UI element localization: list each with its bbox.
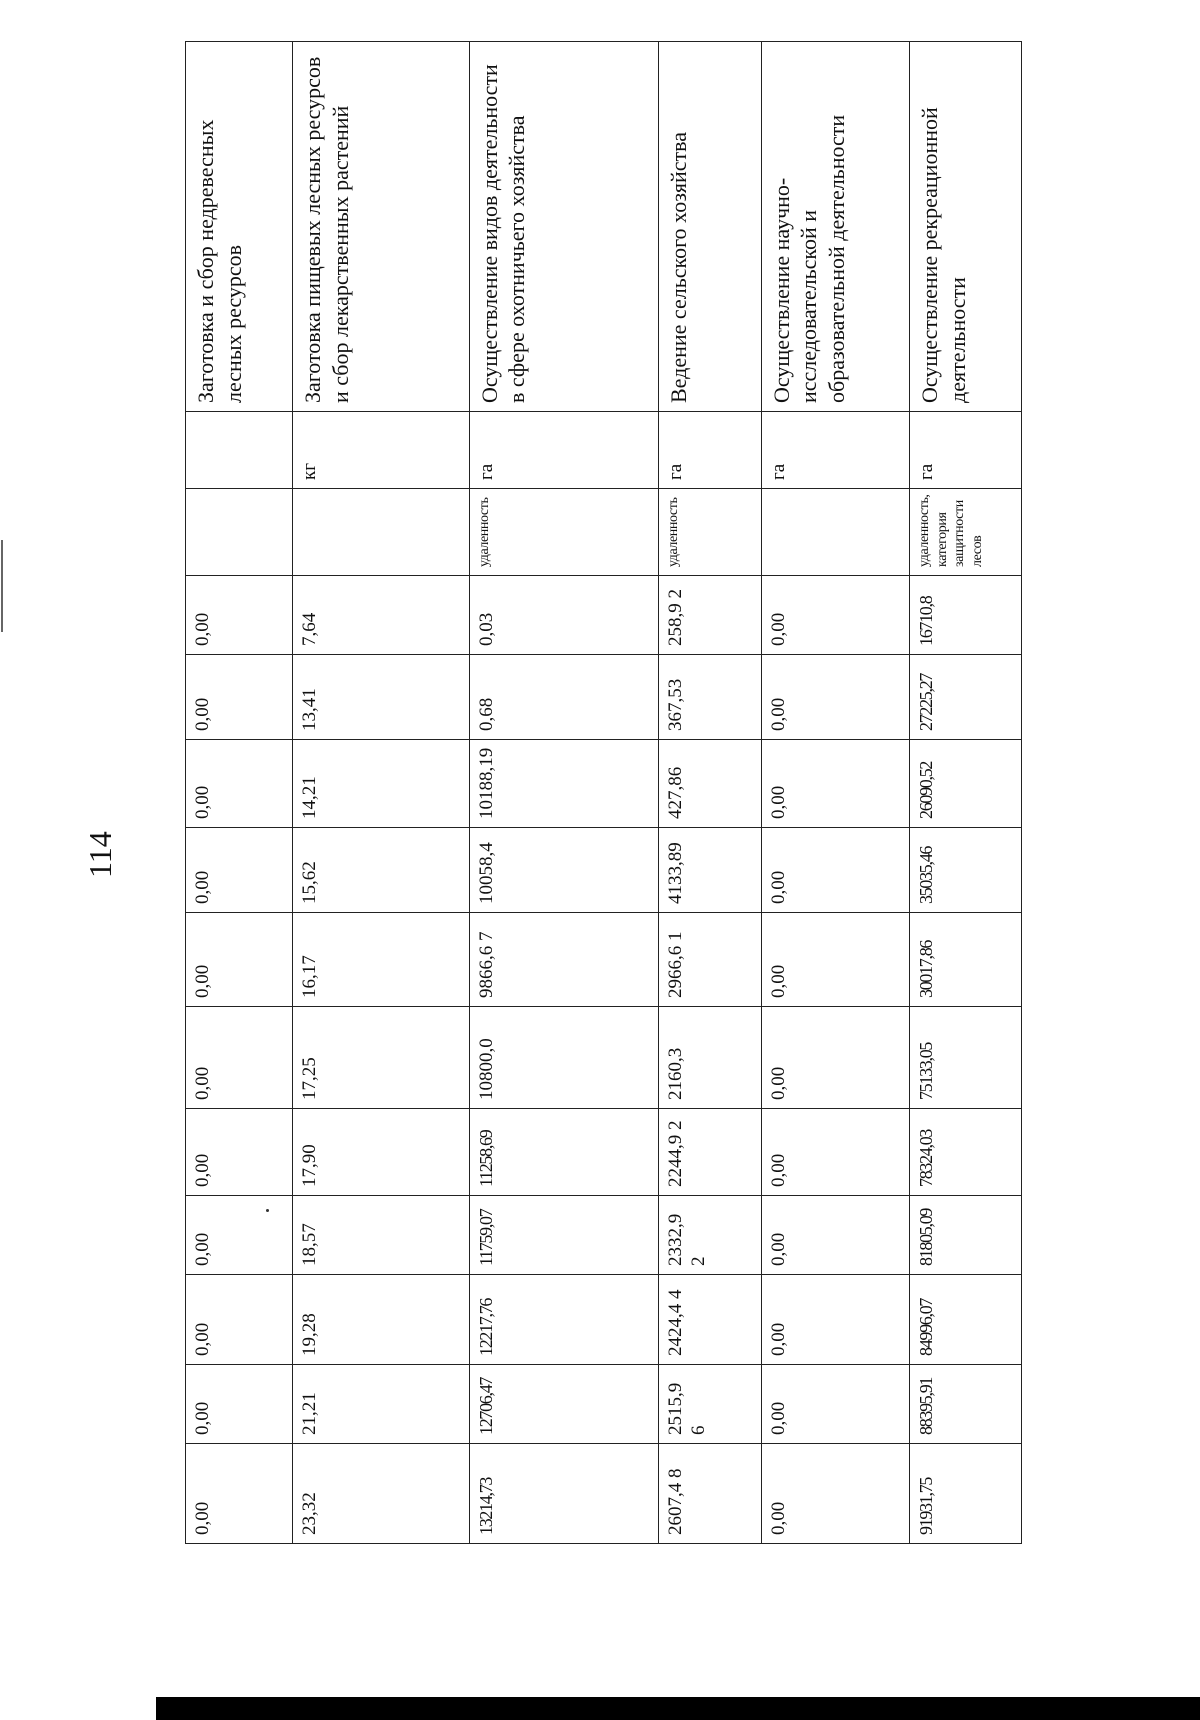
value-cell: 16,17 — [293, 913, 470, 1007]
value-cell: 2966,6 1 — [659, 913, 762, 1007]
value-cell: 21,21 — [293, 1365, 470, 1444]
value-cell: 0,00 — [186, 828, 293, 913]
value-cell: 91931,75 — [910, 1444, 1022, 1544]
value-cell: 13,41 — [293, 655, 470, 740]
unit-cell: кг — [293, 412, 470, 489]
activity-name-cell: Осуществление рекреационной деятельности — [910, 42, 1022, 412]
activity-name-cell: Осуществление научно-исследовательской и образовательной деятельности — [761, 42, 910, 412]
scan-edge-mark — [1, 540, 3, 632]
activity-name-cell: Ведение сельского хозяйства — [659, 42, 762, 412]
value-cell: 11759,07 — [469, 1196, 658, 1275]
value-cell: 0,00 — [186, 913, 293, 1007]
value-cell: 10188,19 — [469, 740, 658, 828]
value-cell: 17,90 — [293, 1109, 470, 1196]
unit-cell: га — [469, 412, 658, 489]
value-cell: 13214,73 — [469, 1444, 658, 1544]
forest-use-table — [185, 41, 1022, 1544]
value-cell: 75133,05 — [910, 1007, 1022, 1109]
value-cell: 0,00 — [186, 1444, 293, 1544]
value-cell: 0,00 — [761, 740, 910, 828]
value-cell: 27225,27 — [910, 655, 1022, 740]
rotated-table-wrapper — [185, 56, 1022, 1544]
unit-cell: га — [910, 412, 1022, 489]
value-cell: 0,00 — [761, 655, 910, 740]
value-cell: 2424,4 4 — [659, 1275, 762, 1365]
unit-cell — [186, 412, 293, 489]
value-cell: 0,00 — [761, 1365, 910, 1444]
table-body — [186, 42, 1022, 1544]
factor-cell — [761, 489, 910, 576]
value-cell: 0,00 — [186, 1007, 293, 1109]
value-cell: 0,00 — [761, 1444, 910, 1544]
value-cell: 0,00 — [761, 1109, 910, 1196]
value-cell: 0,00 — [186, 1109, 293, 1196]
value-cell: 0,00 — [761, 828, 910, 913]
value-cell: 14,21 — [293, 740, 470, 828]
value-cell: 367,53 — [659, 655, 762, 740]
value-cell: 19,28 — [293, 1275, 470, 1365]
unit-cell: га — [761, 412, 910, 489]
value-cell: 12706,47 — [469, 1365, 658, 1444]
value-cell: 427,86 — [659, 740, 762, 828]
value-cell: 7,64 — [293, 576, 470, 655]
table-row — [186, 42, 293, 1544]
value-cell: 0,68 — [469, 655, 658, 740]
table-row — [761, 42, 910, 1544]
factor-cell: удаленность — [659, 489, 762, 576]
value-cell: 11258,69 — [469, 1109, 658, 1196]
value-cell: 17,25 — [293, 1007, 470, 1109]
value-cell: 2160,3 — [659, 1007, 762, 1109]
value-cell: 2515,9 6 — [659, 1365, 762, 1444]
value-cell: 0,00 — [186, 655, 293, 740]
value-cell: 78324,03 — [910, 1109, 1022, 1196]
unit-cell: га — [659, 412, 762, 489]
value-cell: 9866,6 7 — [469, 913, 658, 1007]
value-cell: 0,00 — [186, 576, 293, 655]
value-cell: 0,00 — [761, 1007, 910, 1109]
table-row — [659, 42, 762, 1544]
table-row — [293, 42, 470, 1544]
factor-cell: удаленность — [469, 489, 658, 576]
value-cell: 23,32 — [293, 1444, 470, 1544]
value-cell: 35035,46 — [910, 828, 1022, 913]
value-cell: 258,9 2 — [659, 576, 762, 655]
page-number: 114 — [82, 831, 118, 878]
value-cell: 88395,91 — [910, 1365, 1022, 1444]
value-cell: 0,00 — [761, 576, 910, 655]
factor-cell — [293, 489, 470, 576]
value-cell: 84996,07 — [910, 1275, 1022, 1365]
factor-cell — [186, 489, 293, 576]
value-cell: 16710,8 — [910, 576, 1022, 655]
value-cell: 81805,09 — [910, 1196, 1022, 1275]
value-cell: 26090,52 — [910, 740, 1022, 828]
value-cell: 4133,89 — [659, 828, 762, 913]
value-cell: 15,62 — [293, 828, 470, 913]
value-cell: 0,00 — [761, 913, 910, 1007]
value-cell: 12217,76 — [469, 1275, 658, 1365]
table-row — [910, 42, 1022, 1544]
value-cell: 0,00 — [761, 1196, 910, 1275]
table-row — [469, 42, 658, 1544]
value-cell: 0,00 — [186, 1275, 293, 1365]
scan-dot — [266, 1209, 269, 1212]
scan-shadow-bar — [156, 1697, 1200, 1720]
value-cell: 2244,9 2 — [659, 1109, 762, 1196]
value-cell: 0,00 — [186, 740, 293, 828]
value-cell: 18,57 — [293, 1196, 470, 1275]
value-cell: 0,00 — [186, 1365, 293, 1444]
activity-name-cell: Заготовка и сбор недревесных лесных ресурсов — [186, 42, 293, 412]
value-cell: 2332,9 2 — [659, 1196, 762, 1275]
value-cell: 2607,4 8 — [659, 1444, 762, 1544]
activity-name-cell: Осуществление видов деятельности в сфере охотничьего хозяйства — [469, 42, 658, 412]
value-cell: 30017,86 — [910, 913, 1022, 1007]
value-cell: 0,00 — [186, 1196, 293, 1275]
value-cell: 0,00 — [761, 1275, 910, 1365]
value-cell: 0,03 — [469, 576, 658, 655]
activity-name-cell: Заготовка пищевых лесных ресурсов и сбор лекарственных растений — [293, 42, 470, 412]
value-cell: 10800,0 — [469, 1007, 658, 1109]
factor-cell: удаленность, категория защитности лесов — [910, 489, 1022, 576]
value-cell: 10058,4 — [469, 828, 658, 913]
